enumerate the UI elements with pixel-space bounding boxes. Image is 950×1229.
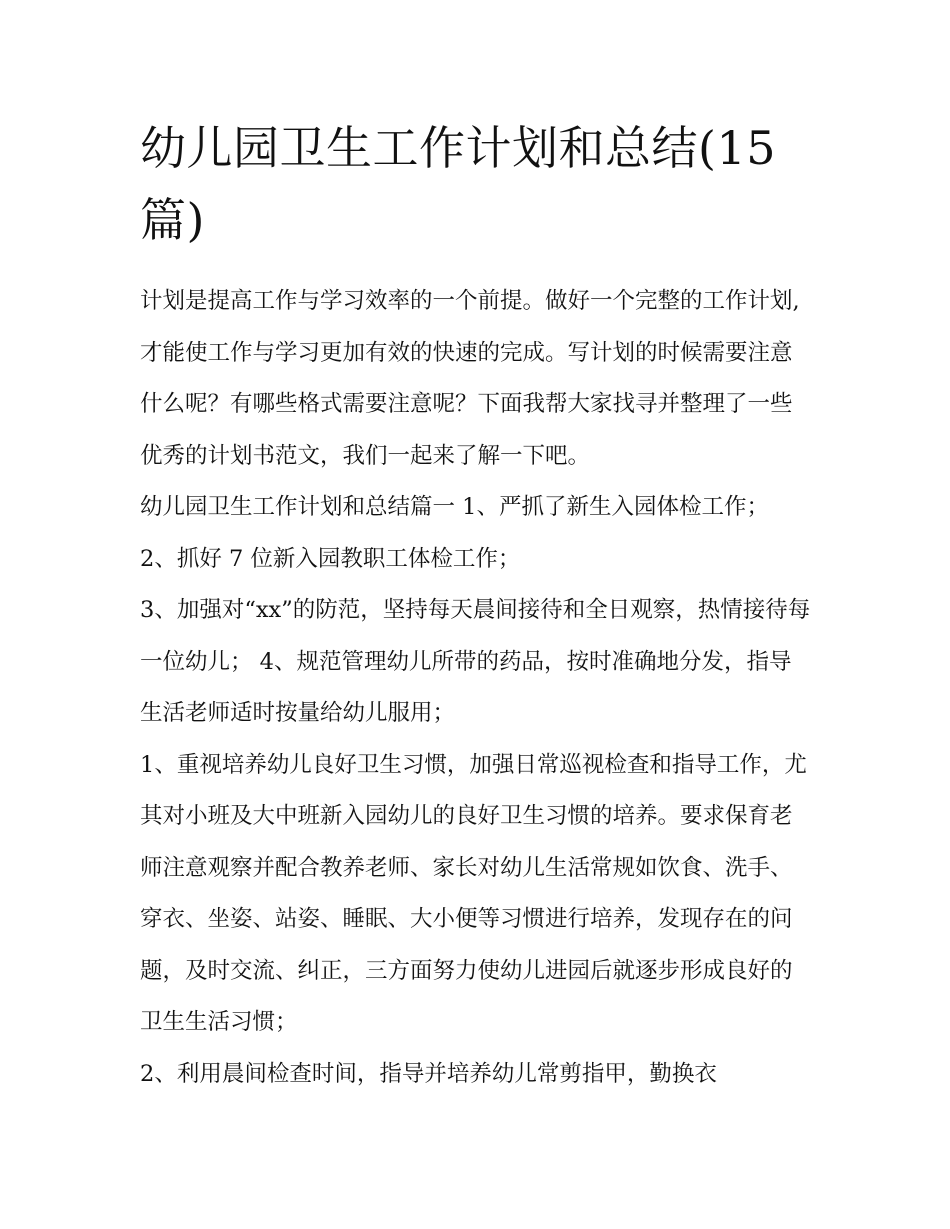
morning-check-paragraph: 2、利用晨间检查时间，指导并培养幼儿常剪指甲，勤换衣 <box>140 1060 717 1087</box>
item-three-paragraph: 3、加强对“xx”的防范，坚持每天晨间接待和全日观察，热情接待每一位幼儿； 4、规范管理幼儿所带的药品，按时准确地分发，指导生活老师适时按量给幼儿服用； <box>140 597 811 726</box>
document-page <box>140 112 812 1100</box>
hygiene-habits-paragraph: 1、重视培养幼儿良好卫生习惯，加强日常巡视检查和指导工作，尤其对小班及大中班新入园幼儿的良好卫生习惯的培养。要求保育老师注意观察并配合教养老师、家长对幼儿生活常规如饮食、洗手、穿衣、坐姿、站姿、睡眠、大小便等习惯进行培养，发现存在的问题，及时交流、纠正，三方面努力使幼儿进园后就逐步形成良好的卫生生活习惯； <box>140 751 807 1035</box>
document-title: 幼儿园卫生工作计划和总结(15篇) <box>140 121 776 247</box>
section-one-paragraph: 幼儿园卫生工作计划和总结篇一 1、严抓了新生入园体检工作； 2、抓好 7 位新入园教职工体检工作； <box>140 494 769 572</box>
intro-paragraph: 计划是提高工作与学习效率的一个前提。做好一个完整的工作计划,才能使工作与学习更加有效的快速的完成。写计划的时候需要注意什么呢？有哪些格式需要注意呢？下面我帮大家找寻并整理了一些优秀的计划书范文，我们一起来了解一下吧。 <box>140 288 800 469</box>
